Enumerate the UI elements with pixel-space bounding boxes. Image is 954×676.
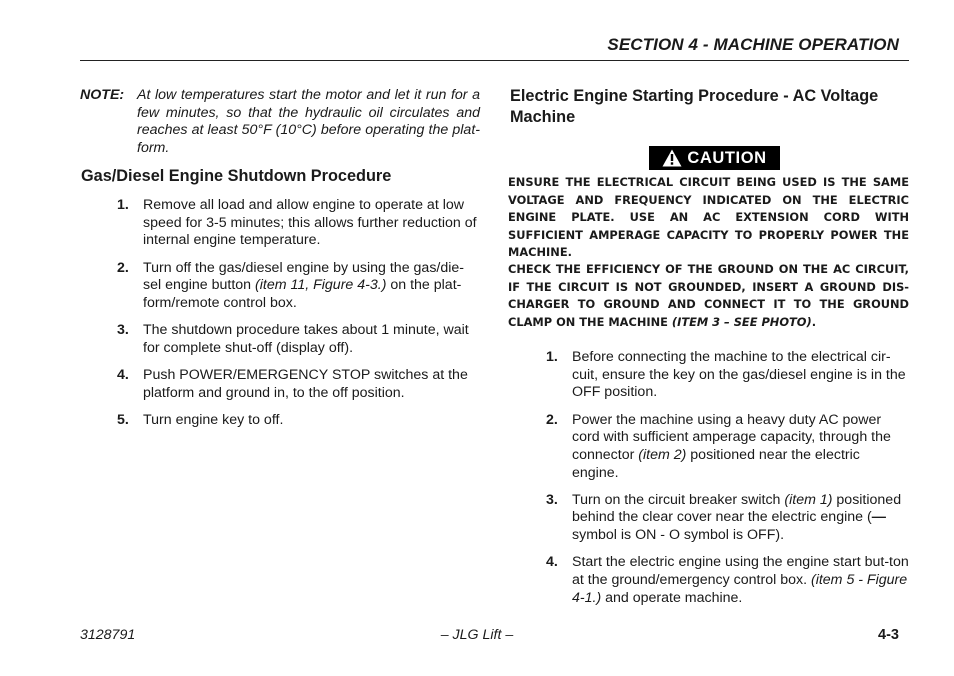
note-text: At low temperatures start the motor and let it run for a few minutes, so that the hydraulic oil circulates and reaches at least 50°F (10°C) before operating the plat-form.: [137, 87, 480, 157]
caution-paragraph: ENSURE THE ELECTRICAL CIRCUIT BEING USED IS THE SAME VOLTAGE AND FREQUENCY INDICATED ON THE ELECTRIC ENGINE PLATE. USE AN AC EXTENSION CORD WITH SUFFICIENT AMPERAGE CAPACITY TO PROPERLY POWER THE MACHINE.: [508, 175, 909, 260]
step-number: 1.: [117, 197, 129, 213]
list-item: [546, 554, 910, 607]
step-text: on the plat-form/remote control box.: [143, 277, 462, 311]
list-item: [117, 367, 477, 402]
step-text: Push POWER/EMERGENCY STOP switches at the platform and ground in, to the off position.: [143, 366, 468, 401]
step-number: 4.: [546, 554, 558, 571]
item-reference: (item 5 - Figure 4-1.): [572, 571, 908, 606]
item-reference: (ITEM 3 – SEE PHOTO): [671, 314, 812, 329]
item-reference: (item 1): [784, 491, 833, 508]
list-item: [546, 349, 910, 402]
caution-paragraph: [508, 261, 909, 331]
shutdown-steps-list: [117, 197, 477, 439]
step-number: 1.: [546, 349, 558, 365]
step-number: 3.: [117, 322, 129, 338]
step-text: Turn engine key to off.: [143, 411, 284, 428]
item-reference: (item 11, Figure 4-3.): [255, 277, 387, 294]
step-text: Turn on the circuit breaker switch: [572, 491, 785, 508]
caution-text: .: [811, 314, 817, 329]
step-text: Before connecting the machine to the electrical cir-cuit, ensure the key on the gas/diesel engine is in the OFF position.: [572, 349, 906, 401]
section-title: SECTION 4 - MACHINE OPERATION: [607, 35, 899, 54]
list-item: [117, 260, 477, 313]
gas-diesel-shutdown-heading: Gas/Diesel Engine Shutdown Procedure: [81, 167, 392, 185]
list-item: [117, 412, 477, 430]
step-text: The shutdown procedure takes about 1 minute, wait for complete shut-off (display off).: [143, 322, 469, 356]
electric-starting-heading: Electric Engine Starting Procedure - AC Voltage Machine: [510, 87, 879, 126]
step-text: Start the electric engine using the engine start but-ton at the ground/emergency control box.: [572, 554, 909, 588]
caution-badge: [649, 146, 780, 170]
list-item: [117, 322, 477, 357]
item-reference: (item 2): [638, 446, 687, 463]
list-item: [546, 412, 910, 483]
list-item: [117, 197, 477, 250]
step-number: 2.: [117, 259, 129, 276]
step-number: 2.: [546, 411, 558, 428]
electric-start-steps-list: [546, 349, 910, 617]
note: [80, 87, 480, 158]
step-text: Power the machine using a heavy duty AC power cord with sufficient amperage capacity, through the connector: [572, 411, 891, 463]
step-text: Remove all load and allow engine to operate at low speed for 3-5 minutes; this allows further reduction of internal engine temperature.: [143, 197, 477, 249]
caution-label: CAUTION: [687, 148, 767, 167]
on-symbol: —: [871, 509, 886, 526]
step-text: positioned near the electric engine.: [572, 446, 860, 481]
step-text: Turn off the gas/diesel engine by using the gas/die-sel engine button: [143, 259, 465, 294]
list-item: [546, 492, 910, 545]
step-text: positioned behind the clear cover near the electric engine (: [572, 491, 902, 526]
note-label: NOTE:: [80, 87, 125, 103]
step-number: 3.: [546, 491, 558, 508]
publisher-footer: – JLG Lift –: [440, 627, 514, 643]
step-number: 4.: [117, 366, 129, 383]
step-text: and operate machine.: [601, 589, 743, 606]
warning-triangle-icon: [662, 149, 682, 167]
step-text: symbol is ON - O symbol is OFF).: [572, 527, 785, 544]
header-rule: [80, 60, 909, 61]
document-number: 3128791: [80, 627, 136, 643]
caution-text: CHECK THE EFFICIENCY OF THE GROUND ON THE AC CIRCUIT, IF THE CIRCUIT IS NOT GROUNDED, INSERT A GROUND DIS-CHARGER TO GROUND AND CONNECT IT TO THE GROUND CLAMP ON THE MACHINE: [508, 262, 909, 329]
step-number: 5.: [117, 411, 129, 428]
page-number: 4-3: [878, 627, 899, 643]
